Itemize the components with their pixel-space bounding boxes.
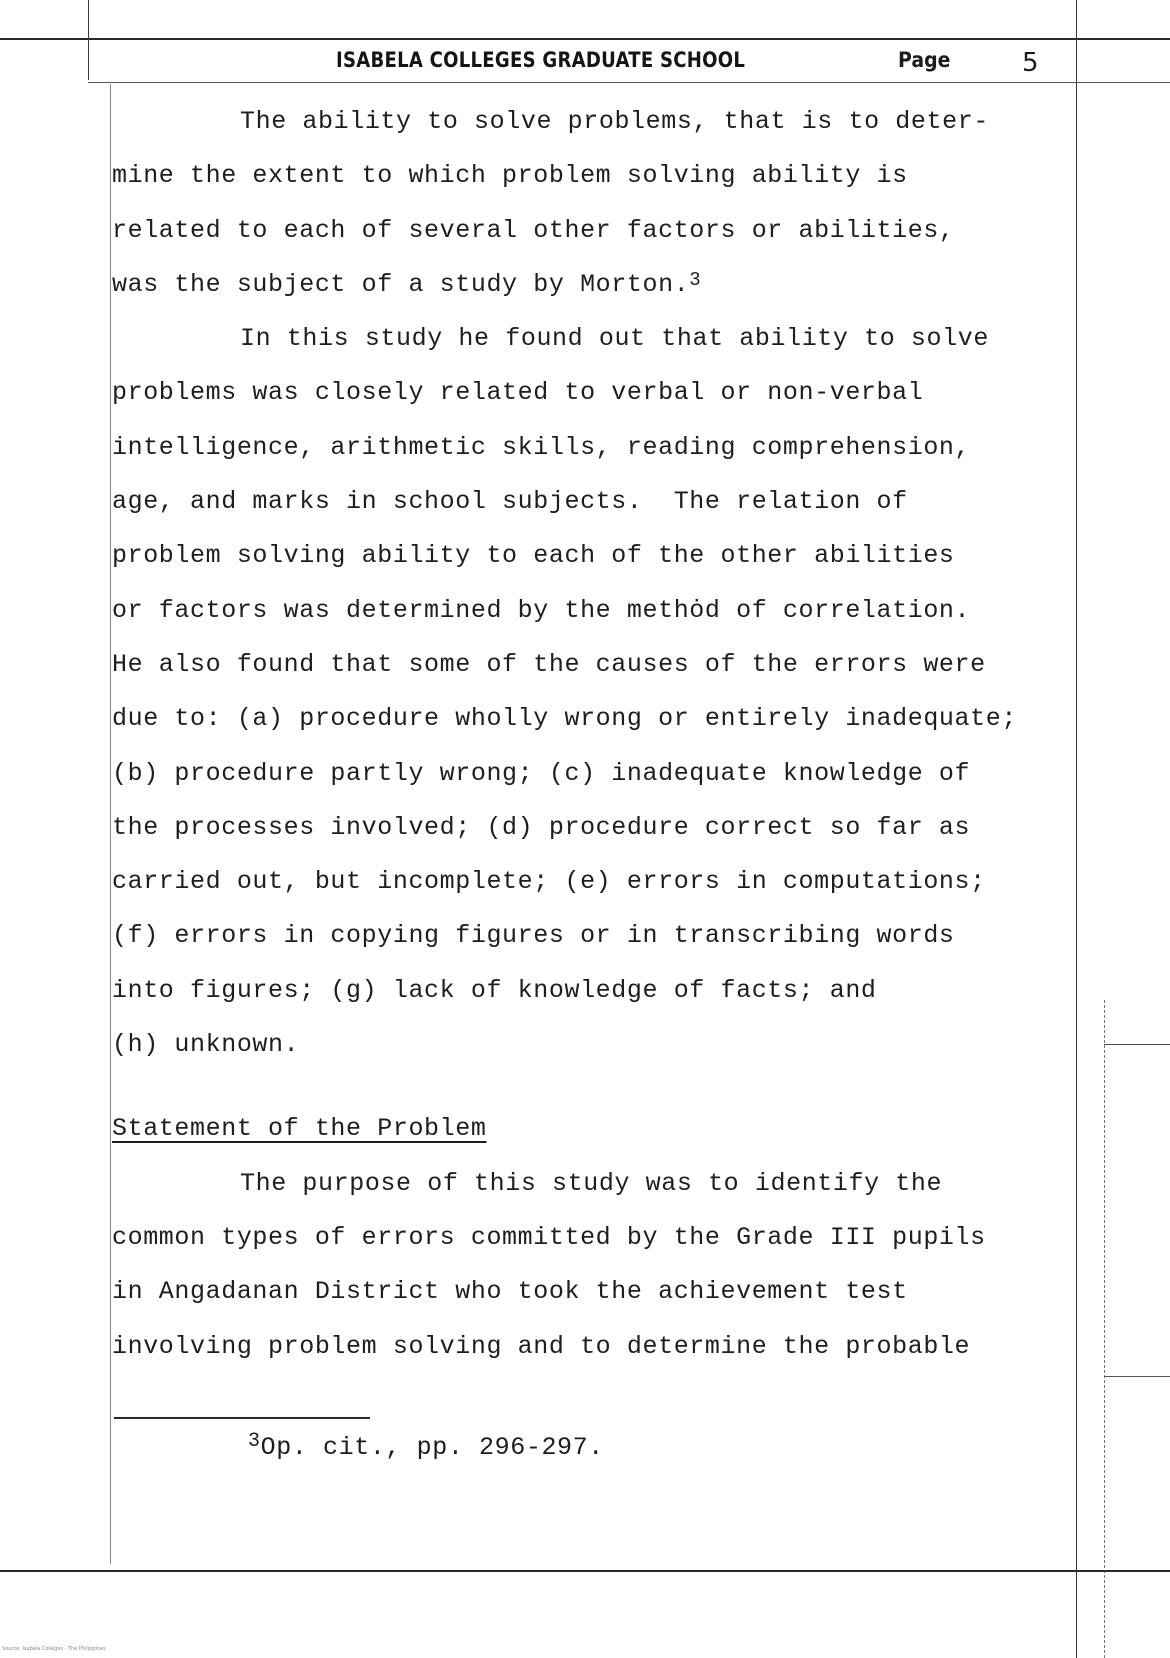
- footnote-reference: 3: [689, 268, 702, 291]
- text-line: problem solving ability to each of the other abilities: [112, 541, 955, 571]
- blank-line: [112, 1072, 1072, 1102]
- right-tick-1: [1104, 1044, 1170, 1045]
- text-line: The purpose of this study was to identify the: [240, 1168, 943, 1198]
- right-margin-rule-outer: [1104, 1000, 1105, 1658]
- left-margin-rule-lower: [110, 84, 111, 1564]
- body-text: [112, 95, 1072, 1374]
- text-line: (h) unknown.: [112, 1030, 300, 1060]
- top-rule: [0, 38, 1170, 40]
- right-tick-2: [1104, 1376, 1170, 1377]
- text-line: or factors was determined by the methȯd of correlation.: [112, 595, 971, 625]
- text-line: intelligence, arithmetic skills, reading comprehension,: [112, 432, 971, 462]
- section-heading: Statement of the Problem: [112, 1114, 487, 1144]
- footnote-rule: [114, 1417, 370, 1419]
- section-heading-line: [112, 1102, 1072, 1156]
- page-header: [0, 44, 1170, 80]
- text-line: age, and marks in school subjects. The relation of: [112, 487, 908, 517]
- text-line: [112, 258, 1072, 312]
- text-line: The ability to solve problems, that is to deter-: [240, 107, 989, 136]
- page-number: 5: [1022, 48, 1039, 78]
- text-line: carried out, but incomplete; (e) errors in computations;: [112, 867, 986, 897]
- text-line: common types of errors committed by the Grade III pupils: [112, 1222, 986, 1252]
- scan-stamp: Source: Isabela Colleges · The Philippines: [2, 1646, 106, 1652]
- footnote: [248, 1430, 604, 1462]
- text-line: in Angadanan District who took the achievement test: [112, 1277, 908, 1307]
- footnote-marker: 3: [248, 1430, 261, 1453]
- header-rule: [88, 82, 1170, 83]
- text-line: (f) errors in copying figures or in transcribing words: [112, 921, 955, 951]
- text-line: due to: (a) procedure wholly wrong or entirely inadequate;: [112, 704, 1017, 734]
- text-line: problems was closely related to verbal or non-verbal: [112, 378, 924, 408]
- text-line: In this study he found out that ability to solve: [240, 324, 989, 354]
- text-line: He also found that some of the causes of the errors were: [112, 649, 986, 679]
- text-line-content: was the subject of a study by Morton.: [112, 269, 690, 299]
- right-margin-rule: [1076, 0, 1077, 1658]
- text-line: (b) procedure partly wrong; (c) inadequate knowledge of: [112, 758, 971, 788]
- text-line: related to each of several other factors or abilities,: [112, 215, 955, 245]
- text-line: into figures; (g) lack of knowledge of facts; and: [112, 975, 877, 1005]
- text-line: the processes involved; (d) procedure correct so far as: [112, 812, 971, 842]
- text-line: involving problem solving and to determine the probable: [112, 1331, 971, 1361]
- school-name: ISABELA COLLEGES GRADUATE SCHOOL: [336, 48, 746, 72]
- text-line: mine the extent to which problem solving ability is: [112, 161, 908, 191]
- page-label: Page: [898, 48, 951, 72]
- bottom-rule: [0, 1570, 1170, 1572]
- footnote-text: Op. cit., pp. 296-297.: [260, 1433, 604, 1462]
